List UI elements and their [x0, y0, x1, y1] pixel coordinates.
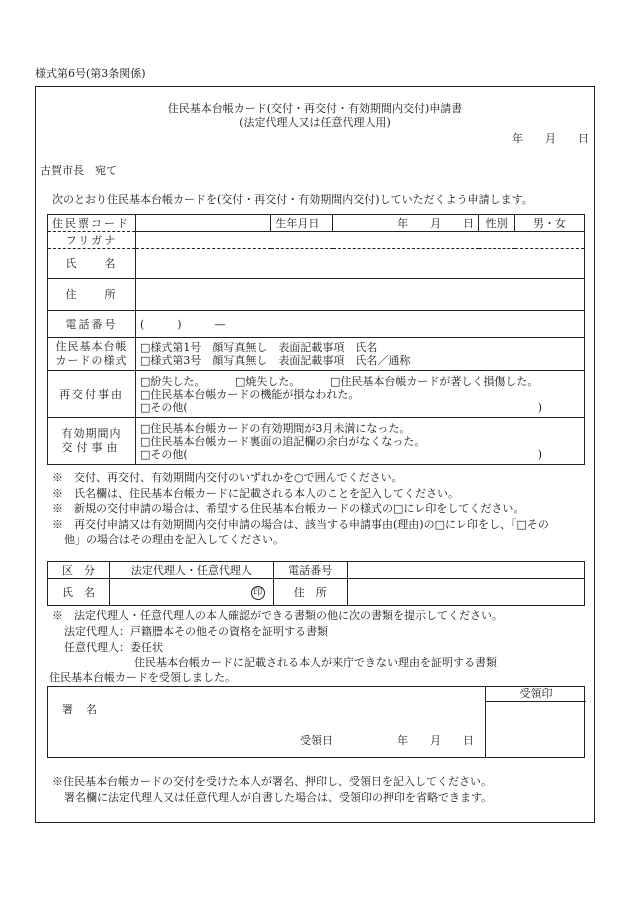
agent-table	[47, 561, 585, 606]
reissue-reason-label: 再交付事由	[48, 371, 136, 418]
valid-period-options	[135, 418, 584, 465]
note-circle-type: ※ 交付、再交付、有効期間内交付のいずれかを○で囲んでください。	[52, 471, 403, 484]
note-id-documents: ※ 法定代理人・任意代理人の本人確認ができる書類の他に次の書類を提示してください。	[52, 609, 503, 622]
card-style-label-line2: カードの様式	[55, 354, 128, 367]
receipt-seal-label: 受領印	[486, 686, 586, 702]
note-reissue-reason: ※ 再交付申請又は有効期間内交付申請の場合は、該当する申請事由(理由)の□にレ印をし、「□その	[52, 518, 549, 531]
form-number: 様式第6号(第3条関係)	[35, 67, 146, 80]
phone-label: 電話番号	[48, 311, 136, 338]
signature-field[interactable]	[108, 695, 468, 723]
gender-field[interactable]: 男・女	[515, 215, 585, 232]
category-label: 区 分	[48, 562, 110, 579]
gender-label: 性別	[479, 215, 515, 232]
agent-name-field[interactable]	[109, 579, 273, 606]
reissue-reason-options	[135, 371, 584, 418]
received-statement: 住民基本台帳カードを受領しました。	[49, 671, 236, 684]
reissue-option-lost[interactable]: □紛失した。	[139, 374, 206, 388]
reissue-option-burned[interactable]: □焼失した。	[234, 374, 301, 388]
resident-code-label: 住民票コード	[48, 215, 136, 232]
card-style-label-line1: 住民基本台帳	[55, 340, 128, 353]
note-reissue-reason-cont: 他」の場合はその理由を記入してください。	[64, 533, 284, 546]
seal-mark-icon: 印	[251, 586, 265, 600]
receipt-seal-cell[interactable]	[485, 686, 586, 758]
card-style-options	[135, 338, 584, 371]
reissue-option-malfunction[interactable]: □住民基本台帳カードの機能が損なわれた。	[139, 387, 360, 401]
valid-period-label	[48, 418, 136, 465]
birthdate-label: 生年月日	[271, 215, 333, 232]
address-label: 住 所	[48, 279, 136, 311]
card-style-label	[48, 338, 136, 371]
agent-phone-field[interactable]	[347, 562, 584, 579]
receipt-date-field[interactable]: 年 月 日	[397, 734, 474, 747]
furigana-label: フリガナ	[48, 232, 136, 249]
applicant-table	[47, 214, 585, 465]
valid-period-label-line2: 交付事由	[61, 441, 122, 454]
form-title: 住民基本台帳カード(交付・再交付・有効期間内交付)申請書	[167, 102, 463, 115]
name-field[interactable]	[135, 249, 584, 279]
receipt-box	[47, 686, 585, 758]
phone-field[interactable]: ( ) —	[135, 311, 584, 338]
valid-period-label-line1: 有効期間内	[61, 427, 122, 440]
address-field[interactable]	[135, 279, 584, 311]
agent-name-label: 氏 名	[48, 579, 110, 606]
name-label: 氏 名	[48, 249, 136, 279]
card-style-option-1[interactable]: □様式第1号 顔写真無し 表面記載事項 氏名	[139, 341, 378, 354]
resident-code-field[interactable]	[135, 215, 270, 232]
addressee: 古賀市長 宛て	[40, 164, 117, 177]
note-legal-agent: 法定代理人：戸籍謄本その他その資格を証明する書類	[64, 625, 328, 638]
agent-address-field[interactable]	[347, 579, 584, 606]
furigana-field[interactable]	[135, 232, 584, 249]
receipt-date-label: 受領日	[300, 734, 333, 747]
signature-label: 署 名	[62, 703, 98, 716]
reissue-other-close-paren: )	[537, 400, 542, 414]
application-statement: 次のとおり住民基本台帳カードを(交付・再交付・有効期間内交付)していただくよう申請します。	[52, 193, 533, 206]
form-subtitle: (法定代理人又は任意代理人用)	[239, 116, 391, 129]
note-name-field: ※ 氏名欄は、住民基本台帳カードに記載される本人のことを記入してください。	[52, 487, 459, 500]
note-new-issue: ※ 新規の交付申請の場合は、希望する住民基本台帳カードの様式の□にレ印をしてください。	[52, 502, 525, 515]
agent-phone-label: 電話番号	[273, 562, 347, 579]
note-absence-reason: 住民基本台帳カードに記載される本人が来庁できない理由を証明する書類	[134, 656, 497, 669]
valid-option-no-space[interactable]: □住民基本台帳カード裏面の追記欄の余白がなくなった。	[139, 434, 426, 448]
agent-address-label: 住 所	[273, 579, 347, 606]
reissue-option-other[interactable]: □その他(	[139, 400, 188, 414]
birthdate-field[interactable]: 年 月 日	[333, 215, 479, 232]
card-style-option-2[interactable]: □様式第3号 顔写真無し 表面記載事項 氏名／通称	[139, 354, 411, 367]
application-date[interactable]: 年 月 日	[512, 132, 589, 145]
note-seal-omission: 署名欄に法定代理人又は任意代理人が自書した場合は、受領印の押印を省略できます。	[64, 791, 493, 804]
valid-option-expiring[interactable]: □住民基本台帳カードの有効期間が3月未満になった。	[139, 421, 411, 435]
valid-option-other[interactable]: □その他(	[139, 447, 188, 461]
reissue-option-damaged[interactable]: □住民基本台帳カードが著しく損傷した。	[329, 374, 539, 388]
valid-other-close-paren: )	[537, 447, 542, 461]
note-voluntary-agent: 任意代理人：委任状	[64, 641, 163, 654]
note-receipt-instructions: ※住民基本台帳カードの交付を受けた本人が署名、押印し、受領日を記入してください。	[52, 775, 492, 788]
agent-type-field[interactable]: 法定代理人・任意代理人	[109, 562, 273, 579]
